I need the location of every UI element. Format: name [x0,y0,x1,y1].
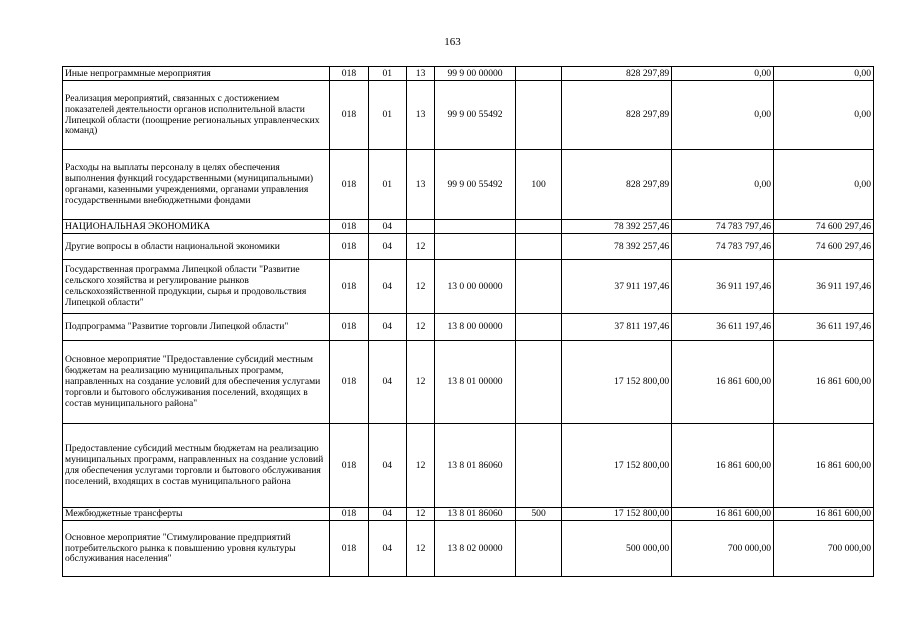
amount-year1-cell: 37 911 197,46 [562,260,672,314]
expense-type-cell: 100 [515,150,561,220]
amount-year1-cell: 17 152 800,00 [562,424,672,508]
amount-year3-cell: 16 861 600,00 [774,508,874,521]
amount-year2-cell: 36 911 197,46 [672,260,774,314]
expense-type-cell [515,341,561,424]
amount-year1-cell: 78 392 257,46 [562,220,672,234]
amount-year2-cell: 16 861 600,00 [672,424,774,508]
expense-type-cell [515,220,561,234]
amount-year3-cell: 16 861 600,00 [774,424,874,508]
amount-year3-cell: 0,00 [774,150,874,220]
target-article-cell: 13 0 00 00000 [435,260,516,314]
subsection-cell: 13 [406,67,434,81]
subsection-cell: 12 [406,424,434,508]
subsection-cell: 12 [406,260,434,314]
expense-type-cell [515,81,561,150]
amount-year1-cell: 828 297,89 [562,81,672,150]
table-row [63,260,874,314]
subsection-cell: 12 [406,508,434,521]
table-row [63,314,874,341]
target-article-cell: 13 8 02 00000 [435,521,516,577]
subsection-cell: 13 [406,81,434,150]
section-cell: 04 [368,341,406,424]
section-cell: 04 [368,521,406,577]
target-article-cell: 99 9 00 55492 [435,150,516,220]
table-row [63,424,874,508]
table-row [63,150,874,220]
section-cell: 01 [368,150,406,220]
ved-cell: 018 [330,508,368,521]
row-name: НАЦИОНАЛЬНАЯ ЭКОНОМИКА [63,220,330,234]
row-name: Основное мероприятие "Предоставление субсидий местным бюджетам на реализацию муниципальных программ, направленных на создание условий для обеспечения услугами торговли и бытового обслуживания поселений, входящих в состав муниципального района" [63,341,330,424]
row-name: Подпрограмма "Развитие торговли Липецкой области" [63,314,330,341]
row-name: Иные непрограммные мероприятия [63,67,330,81]
table-row [63,521,874,577]
ved-cell: 018 [330,81,368,150]
expense-type-cell [515,424,561,508]
amount-year2-cell: 36 611 197,46 [672,314,774,341]
amount-year3-cell: 700 000,00 [774,521,874,577]
subsection-cell: 13 [406,150,434,220]
row-name: Межбюджетные трансферты [63,508,330,521]
subsection-cell: 12 [406,314,434,341]
row-name: Государственная программа Липецкой области "Развитие сельского хозяйства и регулирование рынков сельскохозяйственной продукции, сырья и продовольствия Липецкой области" [63,260,330,314]
section-cell: 04 [368,424,406,508]
subsection-cell: 12 [406,521,434,577]
amount-year2-cell: 0,00 [672,81,774,150]
amount-year1-cell: 828 297,89 [562,67,672,81]
target-article-cell [435,234,516,260]
expense-type-cell [515,67,561,81]
amount-year3-cell: 74 600 297,46 [774,234,874,260]
amount-year3-cell: 0,00 [774,67,874,81]
row-name: Реализация мероприятий, связанных с достижением показателей деятельности органов исполнительной власти Липецкой области (поощрение региональных управленческих команд) [63,81,330,150]
target-article-cell [435,220,516,234]
amount-year2-cell: 0,00 [672,150,774,220]
target-article-cell: 13 8 01 86060 [435,424,516,508]
amount-year3-cell: 36 911 197,46 [774,260,874,314]
amount-year3-cell: 74 600 297,46 [774,220,874,234]
page-number: 163 [444,36,461,48]
table-row [63,220,874,234]
section-cell: 04 [368,234,406,260]
ved-cell: 018 [330,260,368,314]
amount-year1-cell: 37 811 197,46 [562,314,672,341]
section-cell: 04 [368,314,406,341]
target-article-cell: 13 8 01 00000 [435,341,516,424]
table-row [63,341,874,424]
amount-year2-cell: 700 000,00 [672,521,774,577]
ved-cell: 018 [330,234,368,260]
subsection-cell [406,220,434,234]
target-article-cell: 13 8 00 00000 [435,314,516,341]
table-row [63,508,874,521]
amount-year2-cell: 74 783 797,46 [672,220,774,234]
amount-year1-cell: 500 000,00 [562,521,672,577]
expense-type-cell [515,521,561,577]
amount-year1-cell: 17 152 800,00 [562,341,672,424]
row-name: Основное мероприятие "Стимулирование предприятий потребительского рынка к повышению уровня культуры обслуживания населения" [63,521,330,577]
section-cell: 04 [368,220,406,234]
amount-year1-cell: 17 152 800,00 [562,508,672,521]
expense-type-cell [515,234,561,260]
amount-year3-cell: 0,00 [774,81,874,150]
amount-year3-cell: 16 861 600,00 [774,341,874,424]
budget-table [62,66,874,577]
section-cell: 04 [368,508,406,521]
amount-year1-cell: 828 297,89 [562,150,672,220]
amount-year2-cell: 0,00 [672,67,774,81]
table-row [63,67,874,81]
section-cell: 01 [368,81,406,150]
row-name: Другие вопросы в области национальной экономики [63,234,330,260]
row-name: Расходы на выплаты персоналу в целях обеспечения выполнения функций государственными (муниципальными) органами, казенными учреждениями, органами управления государственными внебюджетными фондами [63,150,330,220]
expense-type-cell: 500 [515,508,561,521]
ved-cell: 018 [330,150,368,220]
section-cell: 01 [368,67,406,81]
ved-cell: 018 [330,220,368,234]
expense-type-cell [515,314,561,341]
ved-cell: 018 [330,341,368,424]
ved-cell: 018 [330,521,368,577]
target-article-cell: 99 9 00 55492 [435,81,516,150]
amount-year1-cell: 78 392 257,46 [562,234,672,260]
amount-year2-cell: 16 861 600,00 [672,508,774,521]
row-name: Предоставление субсидий местным бюджетам на реализацию муниципальных программ, направленных на создание условий для обеспечения услугами торговли и бытового обслуживания поселений, входящих в состав муниципального района [63,424,330,508]
target-article-cell: 13 8 01 86060 [435,508,516,521]
target-article-cell: 99 9 00 00000 [435,67,516,81]
amount-year2-cell: 74 783 797,46 [672,234,774,260]
section-cell: 04 [368,260,406,314]
amount-year2-cell: 16 861 600,00 [672,341,774,424]
ved-cell: 018 [330,67,368,81]
table-row [63,234,874,260]
amount-year3-cell: 36 611 197,46 [774,314,874,341]
ved-cell: 018 [330,314,368,341]
subsection-cell: 12 [406,234,434,260]
ved-cell: 018 [330,424,368,508]
subsection-cell: 12 [406,341,434,424]
expense-type-cell [515,260,561,314]
table-row [63,81,874,150]
